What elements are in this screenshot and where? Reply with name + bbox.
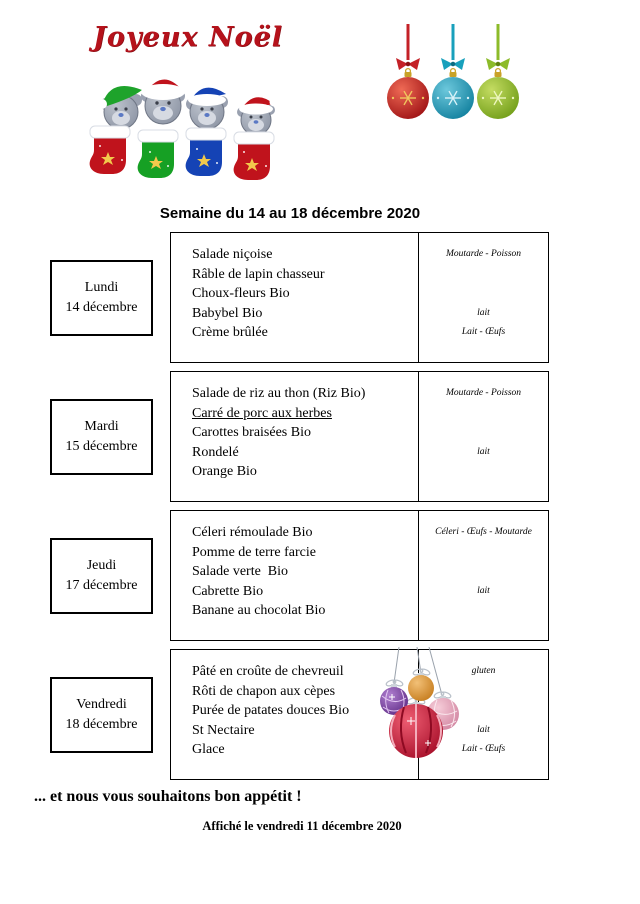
allergen-label xyxy=(419,601,548,621)
menu-item: Cabrette Bio xyxy=(192,583,264,599)
joyeux-noel-greeting: Joyeux Noël xyxy=(93,22,283,53)
day-box xyxy=(50,399,153,475)
allergen-label xyxy=(419,462,548,482)
day-date: 15 décembre xyxy=(65,439,138,454)
allergen-label: Moutarde - Poisson xyxy=(445,388,522,398)
allergen-column xyxy=(418,372,548,501)
day-name: Lundi xyxy=(84,280,119,295)
day-name: Vendredi xyxy=(76,697,127,712)
menu-item: Râble de lapin chasseur xyxy=(192,266,325,282)
menu-item: Rôti de chapon aux cèpes xyxy=(192,683,336,699)
menu-block xyxy=(0,649,640,780)
menu-box xyxy=(170,649,549,780)
allergen-label: lait xyxy=(477,307,490,318)
menu-block xyxy=(0,510,640,641)
day-date: 18 décembre xyxy=(65,717,138,732)
menu-item: Pâté en croûte de chevreuil xyxy=(192,664,344,679)
menu-items xyxy=(192,384,414,482)
menu-item: Carré de porc aux herbes xyxy=(192,405,332,421)
menu-item: Salade de riz au thon (Riz Bio) xyxy=(192,386,366,401)
menu-block xyxy=(0,232,640,363)
allergen-label xyxy=(419,265,548,285)
menu-item: Orange Bio xyxy=(192,464,257,479)
allergen-label xyxy=(419,284,548,304)
allergen-label: gluten xyxy=(471,666,496,676)
menu-item: Rondelé xyxy=(192,444,239,460)
day-name: Mardi xyxy=(84,419,119,434)
footer-wish: ... et nous vous souhaitons bon appétit ! xyxy=(34,788,302,805)
menu-item: Babybel Bio xyxy=(192,305,263,321)
menu-item: Carottes braisées Bio xyxy=(192,425,311,440)
menu-box xyxy=(170,371,549,502)
allergen-label: Moutarde - Poisson xyxy=(445,249,522,259)
day-date: 14 décembre xyxy=(65,300,138,315)
menu-item: Banane au chocolat Bio xyxy=(192,603,326,618)
menu-item: Choux-fleurs Bio xyxy=(192,286,290,301)
menu-item: Pomme de terre farcie xyxy=(192,544,316,560)
allergen-label xyxy=(419,562,548,582)
week-title: Semaine du 14 au 18 décembre 2020 xyxy=(159,205,421,222)
christmas-bauble-cluster-image xyxy=(371,647,466,759)
day-name: Jeudi xyxy=(86,558,117,573)
day-box xyxy=(50,538,153,614)
allergen-label: Lait - Œufs xyxy=(461,327,506,337)
menu-item: Crème brûlée xyxy=(192,325,268,340)
allergen-label: lait xyxy=(477,724,490,735)
menu-item: Purée de patates douces Bio xyxy=(192,703,350,718)
menu-items xyxy=(192,245,414,343)
menu-block xyxy=(0,371,640,502)
menu-item: Céleri rémoulade Bio xyxy=(192,525,313,540)
allergen-label: Céleri - Œufs - Moutarde xyxy=(435,527,532,537)
allergen-label: lait xyxy=(477,585,490,596)
allergen-label xyxy=(419,543,548,563)
menu-box xyxy=(170,232,549,363)
allergen-label xyxy=(419,423,548,443)
day-box xyxy=(50,677,153,753)
three-hanging-christmas-baubles-image xyxy=(386,24,522,136)
menu-box xyxy=(170,510,549,641)
footer-posted-date: Affiché le vendredi 11 décembre 2020 xyxy=(202,819,402,833)
menu-item: Salade niçoise xyxy=(192,247,273,262)
day-date: 17 décembre xyxy=(65,578,138,593)
allergen-label xyxy=(419,404,548,424)
allergen-column xyxy=(418,233,548,362)
allergen-column xyxy=(418,511,548,640)
menu-item: St Nectaire xyxy=(192,722,255,738)
menu-item: Salade verte Bio xyxy=(192,564,289,579)
menu-items xyxy=(192,523,414,621)
teddy-bears-in-christmas-stockings-image xyxy=(84,58,292,190)
menu-blocks xyxy=(0,232,640,788)
allergen-label: Lait - Œufs xyxy=(461,744,506,754)
menu-item: Glace xyxy=(192,742,225,757)
day-box xyxy=(50,260,153,336)
allergen-label: lait xyxy=(477,446,490,457)
